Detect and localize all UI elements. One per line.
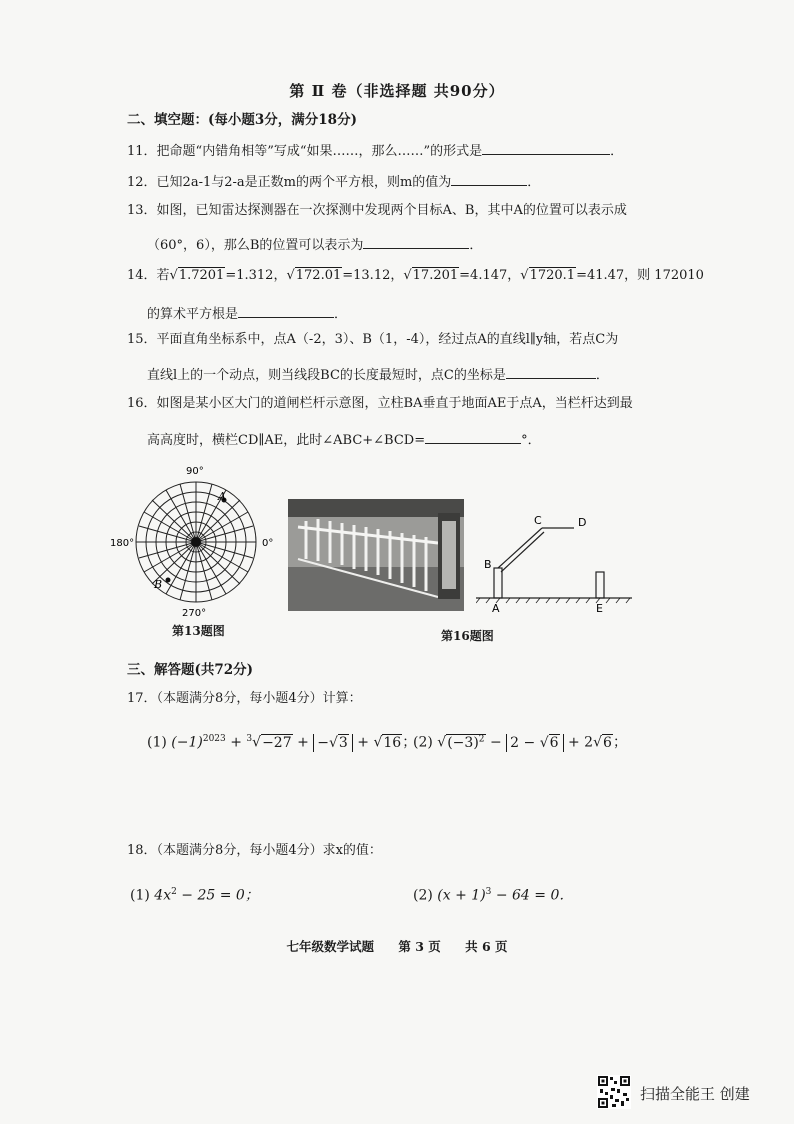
figure-13-caption: 第13题图	[172, 624, 225, 638]
q17-p2-label: (2)	[413, 734, 433, 751]
question-14-line2: 的算术平方根是 ．	[147, 303, 347, 324]
q17-p1-base: (−1)	[171, 734, 203, 751]
figure-16-caption: 第16题图	[441, 629, 494, 643]
question-17-part-1: (1) $(-1)^{2023} + ^3√-27 + -√3 + √16$；	[147, 734, 417, 751]
figure-16-schematic	[476, 510, 636, 615]
gate-photo-image	[288, 499, 464, 611]
question-16-text: 高高度时，横栏CD∥AE，此时∠ABC+∠BCD=	[147, 433, 426, 448]
question-16-line2	[147, 429, 541, 450]
q17-p2-radicand	[446, 734, 485, 751]
q17-p1-cube-index: 3	[246, 734, 253, 744]
question-16-line1: 16．如图是某小区大门的道闸栏杆示意图，立柱BA垂直于地面AE于点A，当栏杆达到最	[127, 396, 633, 411]
footer-course: 七年级数学试题	[286, 939, 374, 954]
q17-p1-end: ；	[402, 734, 417, 751]
schematic-label-c: C	[534, 514, 542, 527]
page-title: 第 Ⅱ 卷（非选择题 共90分）	[289, 82, 505, 100]
question-17-part-2: (2) $√(-3)^2 - 2 - √6 + 2√6$；	[413, 734, 627, 751]
q18-p1-expr-b: − 25 = 0；	[176, 887, 259, 904]
q17-p2-abs: 2 − √6	[506, 734, 563, 752]
q18-p2-label: (2)	[413, 887, 433, 904]
schematic-label-a: A	[492, 602, 500, 615]
q17-p1-plus-3: +	[357, 734, 370, 751]
radar-label-270: 270°	[182, 608, 207, 619]
question-18-part-2	[413, 883, 573, 905]
q17-p1-abs-sign: −	[317, 734, 329, 751]
gate-photo	[288, 499, 464, 611]
question-14-line1: 14．若√1.7201=1.312，√172.01=13.12，√17.201=4.147，√1720.1=41.47，则 172010	[127, 268, 704, 283]
q14-radicand-4: 1720.1	[529, 268, 576, 283]
schematic-label-e: E	[596, 602, 603, 615]
q14-prefix: 14．若	[127, 268, 170, 283]
q17-p2-plus: + 2	[568, 734, 594, 751]
question-13-text: （60°，6），那么B的位置可以表示为	[147, 238, 364, 253]
answer-blank-14[interactable]	[238, 303, 334, 318]
question-18-part-1	[130, 883, 259, 905]
question-11: 11．把命题“内错角相等”写成“如果……，那么……”的形式是 ．	[127, 140, 623, 161]
q18-p1-expr-a: 4x	[154, 887, 172, 904]
q18-p1-label: (1)	[130, 887, 150, 904]
qr-code-icon	[597, 1075, 631, 1109]
q14-radicand-1: 1.7201	[178, 268, 225, 283]
question-18: 18．（本题满分8分，每小题4分）求x的值：	[127, 843, 382, 858]
q17-p1-sqrt-radicand: 16	[383, 734, 402, 751]
answer-blank-15[interactable]	[506, 364, 596, 379]
q14-radicand-2: 172.01	[295, 268, 342, 283]
radar-label-180: 180°	[110, 538, 135, 549]
answer-blank-12[interactable]	[451, 171, 527, 186]
scanner-watermark: 扫描全能王 创建	[640, 1085, 750, 1103]
q14-value-2: =13.12，	[342, 268, 404, 283]
q18-p2-expr-b: − 64 = 0．	[491, 887, 574, 904]
answer-blank-11[interactable]	[482, 140, 610, 155]
section-2-heading: 二、填空题：(每小题3分，满分18分)	[127, 112, 357, 128]
q18-p2-exp: 3	[485, 887, 492, 897]
q17-p1-plus-2: +	[297, 734, 309, 751]
q17-p2-rad-base: (−3)	[447, 734, 479, 751]
question-13-line1: 13．如图，已知雷达探测器在一次探测中发现两个目标A、B，其中A的位置可以表示成	[127, 203, 627, 218]
radar-polar-grid	[110, 462, 290, 642]
schematic-label-d: D	[578, 516, 587, 529]
question-16-degree: °．	[521, 433, 541, 448]
q17-p2-rad-exp: 2	[478, 734, 485, 744]
footer-total: 共 6 页	[465, 939, 508, 954]
question-11-text: 11．把命题“内错角相等”写成“如果……，那么……”的形式是	[127, 144, 483, 159]
q14-value-3: =4.147，	[459, 268, 521, 283]
q17-p2-end: ；	[612, 734, 627, 751]
q17-p1-abs-radicand: 3	[338, 734, 348, 751]
footer-page: 第 3 页	[398, 939, 441, 954]
q14-value-4: =41.47，则 172010	[576, 268, 704, 283]
question-17: 17．（本题满分8分，每小题4分）计算：	[127, 691, 362, 706]
question-15-text: 直线l上的一个动点，则当线段BC的长度最短时，点C的坐标是	[147, 368, 506, 383]
q14-value-1: =1.312，	[225, 268, 287, 283]
schematic-label-b: B	[484, 558, 492, 571]
q17-p1-exp: 2023	[202, 734, 226, 744]
question-15-line2: 直线l上的一个动点，则当线段BC的长度最短时，点C的坐标是 ．	[147, 364, 609, 385]
section-3-heading: 三、解答题(共72分)	[127, 662, 254, 678]
answer-blank-16[interactable]	[425, 429, 521, 444]
question-12-text: 12．已知2a-1与2-a是正数m的两个平方根，则m的值为	[127, 175, 452, 190]
question-12: 12．已知2a-1与2-a是正数m的两个平方根，则m的值为 ．	[127, 171, 540, 192]
question-13-line2: （60°，6），那么B的位置可以表示为 ．	[147, 234, 482, 255]
q17-p2-abs-pre: 2 −	[510, 734, 536, 751]
q17-p1-plus-1: +	[230, 734, 242, 751]
radar-point-b: B	[154, 578, 163, 591]
q17-p2-minus: −	[489, 734, 502, 751]
q18-p2-expr-a: (x + 1)	[437, 887, 486, 904]
radar-label-90: 90°	[186, 466, 204, 477]
radar-label-0: 0°	[262, 538, 274, 549]
q14-radicand-3: 17.201	[412, 268, 459, 283]
page-footer	[0, 937, 794, 955]
radar-point-a: A	[218, 490, 226, 503]
q18-p1-exp: 2	[171, 887, 177, 897]
question-14-text: 的算术平方根是	[147, 307, 239, 322]
q17-p2-abs-radicand: 6	[549, 734, 559, 751]
barrier-schematic	[476, 510, 636, 615]
q17-p2-last-radicand: 6	[603, 734, 612, 751]
q17-p1-cube-radicand: −27	[262, 734, 292, 751]
q17-p1-abs: −√3	[313, 734, 353, 752]
answer-blank-13[interactable]	[363, 234, 469, 249]
figure-13	[110, 462, 290, 642]
question-15-line1: 15．平面直角坐标系中，点A（-2，3）、B（1，-4），经过点A的直线l∥y轴，若点C为	[127, 332, 619, 347]
q17-p1-label: (1)	[147, 734, 167, 751]
